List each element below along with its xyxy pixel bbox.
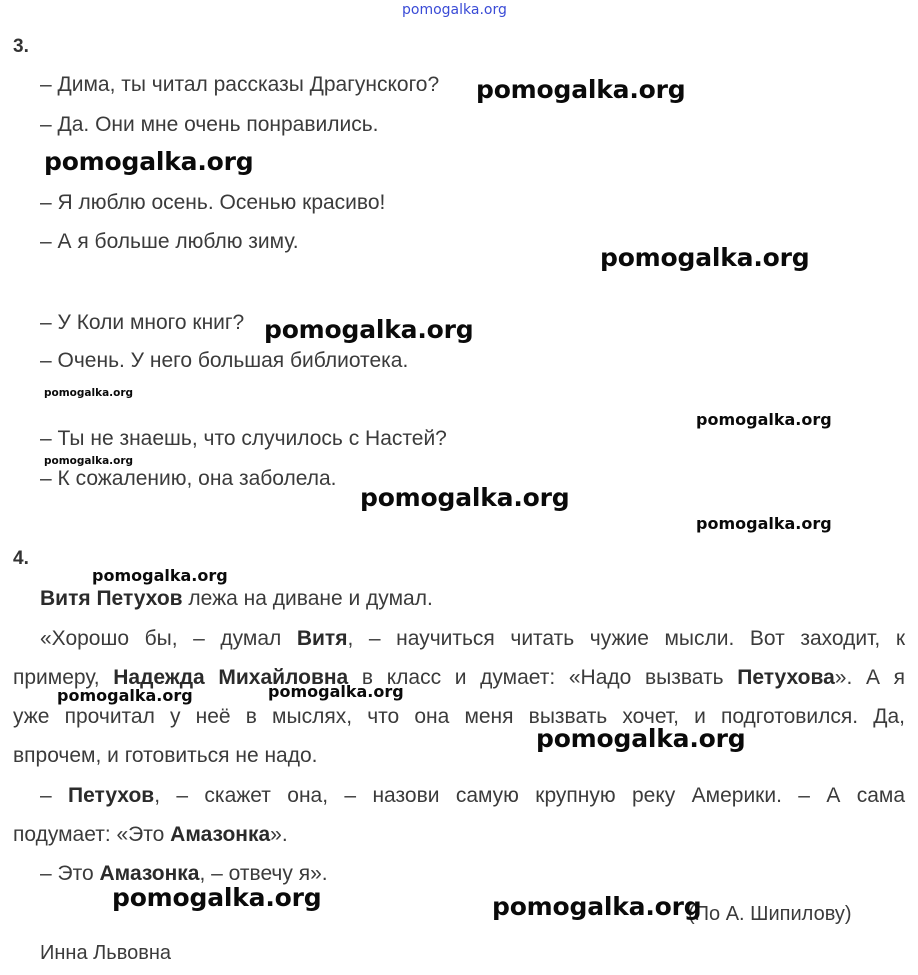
task-4-paragraph-2-line-1	[40, 627, 905, 651]
text: лежа на диване и думал.	[182, 587, 433, 610]
watermark: pomogalka.org	[492, 892, 702, 921]
watermark: pomogalka.org	[92, 566, 228, 585]
task-3-number: 3.	[13, 36, 29, 57]
watermark: pomogalka.org	[696, 410, 832, 429]
task-3-line-2: – Да. Они мне очень понравились.	[40, 113, 379, 136]
watermark: pomogalka.org	[57, 686, 193, 705]
watermark: pomogalka.org	[600, 243, 810, 272]
watermark: pomogalka.org	[360, 483, 570, 512]
text: «Хорошо бы, – думал	[40, 627, 297, 650]
attribution: (По А. Шипилову)	[688, 903, 852, 925]
watermark: pomogalka.org	[268, 682, 404, 701]
text: , – отвечу я».	[199, 862, 328, 885]
task-4-number: 4.	[13, 548, 29, 569]
text: , – научиться читать чужие мысли. Вот заходит, к	[347, 627, 906, 650]
name-petukhov: Петухов	[68, 784, 155, 807]
name-nadezhda-mikhailovna: Надежда Михайловна	[113, 666, 349, 689]
watermark-top: pomogalka.org	[402, 2, 507, 18]
watermark: pomogalka.org	[536, 724, 746, 753]
task-3-line-8: – К сожалению, она заболела.	[40, 467, 337, 490]
text: , – скажет она, – назови самую крупную реку Америки. – А сама	[154, 784, 905, 807]
task-3-line-7: – Ты не знаешь, что случилось с Настей?	[40, 427, 447, 450]
signature: Инна Львовна	[40, 942, 172, 964]
watermark: pomogalka.org	[264, 315, 474, 344]
text: ». А я	[834, 666, 906, 689]
task-3-line-1: – Дима, ты читал рассказы Драгунского?	[40, 73, 440, 96]
text: подумает: «Это	[13, 823, 171, 846]
watermark: pomogalka.org	[44, 455, 134, 467]
watermark: pomogalka.org	[476, 75, 686, 104]
task-4-paragraph-2-line-4: впрочем, и готовиться не надо.	[13, 744, 318, 767]
text: –	[40, 784, 69, 807]
task-4-paragraph-2-line-3: уже прочитал у неё в мыслях, что она меня вызвать хочет, и подготовился. Да,	[13, 705, 905, 728]
watermark: pomogalka.org	[44, 387, 134, 399]
task-3-line-5: – У Коли много книг?	[40, 311, 245, 334]
watermark: pomogalka.org	[112, 883, 322, 912]
watermark: pomogalka.org	[44, 147, 254, 176]
name-amazonka: Амазонка	[170, 823, 271, 846]
watermark: pomogalka.org	[696, 514, 832, 533]
task-4-paragraph-1	[40, 587, 433, 611]
task-3-line-4: – А я больше люблю зиму.	[40, 230, 299, 253]
task-4-paragraph-3-line-2	[13, 823, 905, 847]
task-3-line-3: – Я люблю осень. Осенью красиво!	[40, 191, 386, 214]
text: ».	[270, 823, 288, 846]
name-petukhova: Петухова	[737, 666, 835, 689]
text: примеру,	[13, 666, 114, 689]
task-3-line-6: – Очень. У него большая библиотека.	[40, 349, 409, 372]
text: в класс и думает: «Надо вызвать	[348, 666, 738, 689]
name-amazonka: Амазонка	[99, 862, 200, 885]
name-vitya: Витя	[296, 627, 348, 650]
text: – Это	[40, 862, 100, 885]
task-4-paragraph-3-line-1	[40, 784, 905, 808]
name-vitya-petukhov: Витя Петухов	[40, 587, 183, 610]
